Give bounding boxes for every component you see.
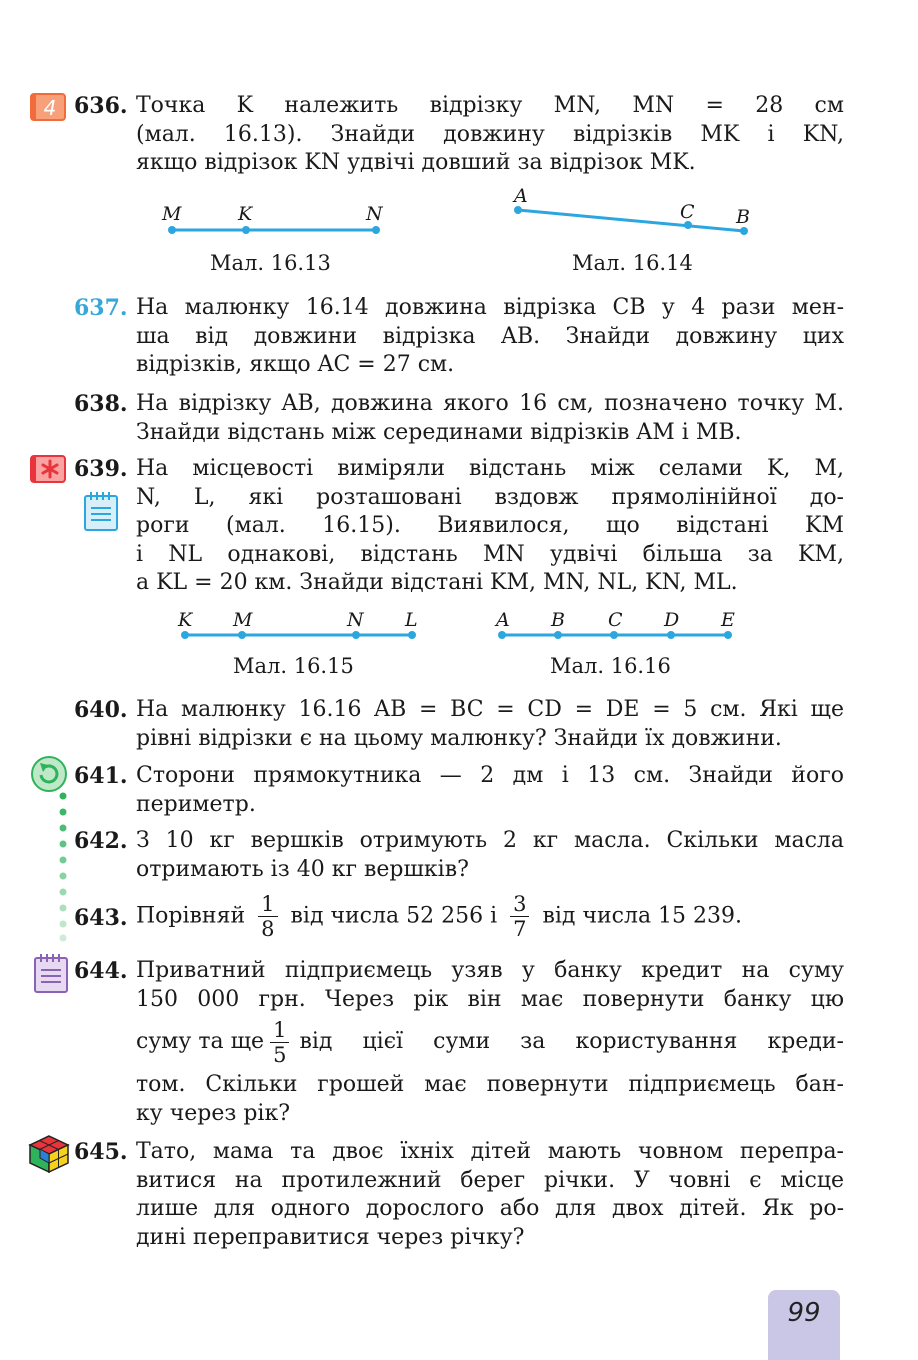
problem-number: 645. xyxy=(74,1139,128,1165)
problem-text-line: ша від довжини відрізка AB. Знайди довжину цих xyxy=(136,323,844,349)
star-badge-icon xyxy=(30,454,66,488)
figure-caption: Мал. 16.13 xyxy=(210,251,331,275)
problem-text-line: отримають із 40 кг вершків? xyxy=(136,856,469,882)
figure-16-14 xyxy=(500,186,770,241)
figure-16-16 xyxy=(488,606,748,646)
problem-text-line: Сторони прямокутника — 2 дм і 13 см. Знайди його xyxy=(136,763,844,788)
fraction: $\frac{1}{5}$ xyxy=(270,1018,289,1067)
problem-642 xyxy=(74,827,844,884)
point-n xyxy=(372,226,380,234)
problem-text-line: На малюнку 16.16 AB = BC = CD = DE = 5 см. Які ще xyxy=(136,697,844,722)
problem-number: 641. xyxy=(74,763,128,789)
point-label: A xyxy=(514,186,528,207)
point-e xyxy=(724,631,732,639)
problem-text-line: N, L, які розташовані вздовж прямолінійної до- xyxy=(136,484,844,510)
problem-text: Порівняй xyxy=(136,903,246,929)
point-label: K xyxy=(178,609,193,631)
problem-text-line: 150 000 грн. Через рік він має повернути банку цю xyxy=(136,986,844,1012)
point-label: D xyxy=(664,609,680,631)
problem-text-line: На малюнку 16.14 довжина відрізка CB у 4 рази мен- xyxy=(136,295,844,320)
fraction: $\frac{3}{7}$ xyxy=(510,892,529,941)
problem-639 xyxy=(74,455,844,598)
point-k xyxy=(181,631,189,639)
point-label: E xyxy=(721,609,735,631)
problem-text-line: якщо відрізок KN удвічі довший за відрізок MK. xyxy=(136,150,696,175)
point-l xyxy=(408,631,416,639)
figure-16-13 xyxy=(150,198,410,243)
problem-641 xyxy=(74,762,844,819)
problem-number: 638. xyxy=(74,391,128,417)
problem-text-line: На відрізку AB, довжина якого 16 см, позначено точку M. xyxy=(136,391,844,416)
problem-text-line: суму та ще $\frac{1}{5}$ від цієї суми за користування креди- xyxy=(136,1018,844,1067)
problem-number: 639. xyxy=(74,456,128,482)
problem-637 xyxy=(74,294,844,380)
point-m xyxy=(238,631,246,639)
problem-644 xyxy=(74,957,844,1128)
problem-text-line: На місцевості виміряли відстань між селами K, M, xyxy=(136,456,844,481)
problem-number: 640. xyxy=(74,697,128,723)
problem-text-line: рівні відрізки є на цьому малюнку? Знайди їх довжини. xyxy=(136,725,782,751)
point-label: L xyxy=(405,609,418,631)
problem-text: від числа 15 239. xyxy=(542,903,743,929)
problem-text-line: роги (мал. 16.15). Виявилося, що відстані KM xyxy=(136,513,844,538)
problem-645 xyxy=(74,1138,844,1252)
point-label: N xyxy=(366,203,383,225)
point-b xyxy=(554,631,562,639)
problem-text-line: ку через рік? xyxy=(136,1100,291,1126)
point-k xyxy=(242,226,250,234)
problem-text-line: а KL = 20 км. Знайди відстані KM, MN, NL, KN, ML. xyxy=(136,570,738,595)
problem-636 xyxy=(74,92,844,178)
problem-text-line: Тато, мама та двоє їхніх дітей мають човном перепра- xyxy=(136,1139,844,1164)
problem-text-line: Приватний підприємець узяв у банку кредит на суму xyxy=(136,958,844,983)
problem-text-line: витися на протилежний берег річки. У човні є місце xyxy=(136,1167,844,1193)
problem-number: 642. xyxy=(74,828,128,854)
problem-text-line: лише для одного дорослого або для двох дітей. Як ро- xyxy=(136,1196,844,1221)
problem-text-line: Знайди відстань між серединами відрізків AM і MB. xyxy=(136,419,742,445)
level-badge-label: 4 xyxy=(43,96,57,120)
problem-number: 644. xyxy=(74,958,128,984)
problem-640 xyxy=(74,696,844,753)
dotted-connector xyxy=(58,792,68,942)
figure-caption: Мал. 16.14 xyxy=(572,251,693,275)
rubik-cube-icon xyxy=(28,1134,70,1178)
point-a xyxy=(514,206,522,214)
point-label: M xyxy=(233,609,253,631)
figure-caption: Мал. 16.16 xyxy=(550,654,671,678)
point-a xyxy=(498,631,506,639)
notebook-icon xyxy=(32,952,70,998)
point-c xyxy=(610,631,618,639)
point-m xyxy=(168,226,176,234)
point-b xyxy=(740,227,748,235)
point-label: B xyxy=(551,609,565,631)
point-label: B xyxy=(736,206,750,228)
level-4-badge-icon xyxy=(30,92,66,126)
problem-text-line: том. Скільки грошей має повернути підприємець бан- xyxy=(136,1072,844,1097)
problem-number: 637. xyxy=(74,295,128,321)
problem-text: від числа 52 256 і xyxy=(290,903,498,929)
problem-text-line: Точка K належить відрізку MN, MN = 28 см xyxy=(136,93,844,118)
point-label: C xyxy=(680,201,695,223)
point-n xyxy=(352,631,360,639)
point-label: M xyxy=(162,203,182,225)
page-number: 99 xyxy=(768,1290,840,1360)
fraction: $\frac{1}{8}$ xyxy=(258,892,277,941)
repeat-cycle-icon xyxy=(30,755,68,797)
point-label: N xyxy=(347,609,364,631)
problem-text-line: відрізків, якщо AC = 27 см. xyxy=(136,352,455,377)
problem-638 xyxy=(74,390,844,447)
figure-caption: Мал. 16.15 xyxy=(233,654,354,678)
problem-text-line: периметр. xyxy=(136,791,256,817)
figure-16-15 xyxy=(170,606,430,646)
problem-text-line: і NL однакові, відстань MN удвічі більша за KM, xyxy=(136,541,844,567)
problem-number: 643. xyxy=(74,905,128,931)
point-label: A xyxy=(496,609,510,631)
point-label: C xyxy=(608,609,623,631)
problem-text-line: З 10 кг вершків отримують 2 кг масла. Скільки масла xyxy=(136,828,844,853)
problem-643 xyxy=(74,892,844,941)
problem-text-line: (мал. 16.13). Знайди довжину відрізків MK і KN, xyxy=(136,121,844,147)
point-d xyxy=(667,631,675,639)
point-label: K xyxy=(238,203,253,225)
problem-text-line: дині переправитися через річку? xyxy=(136,1224,525,1250)
problem-number: 636. xyxy=(74,93,128,119)
